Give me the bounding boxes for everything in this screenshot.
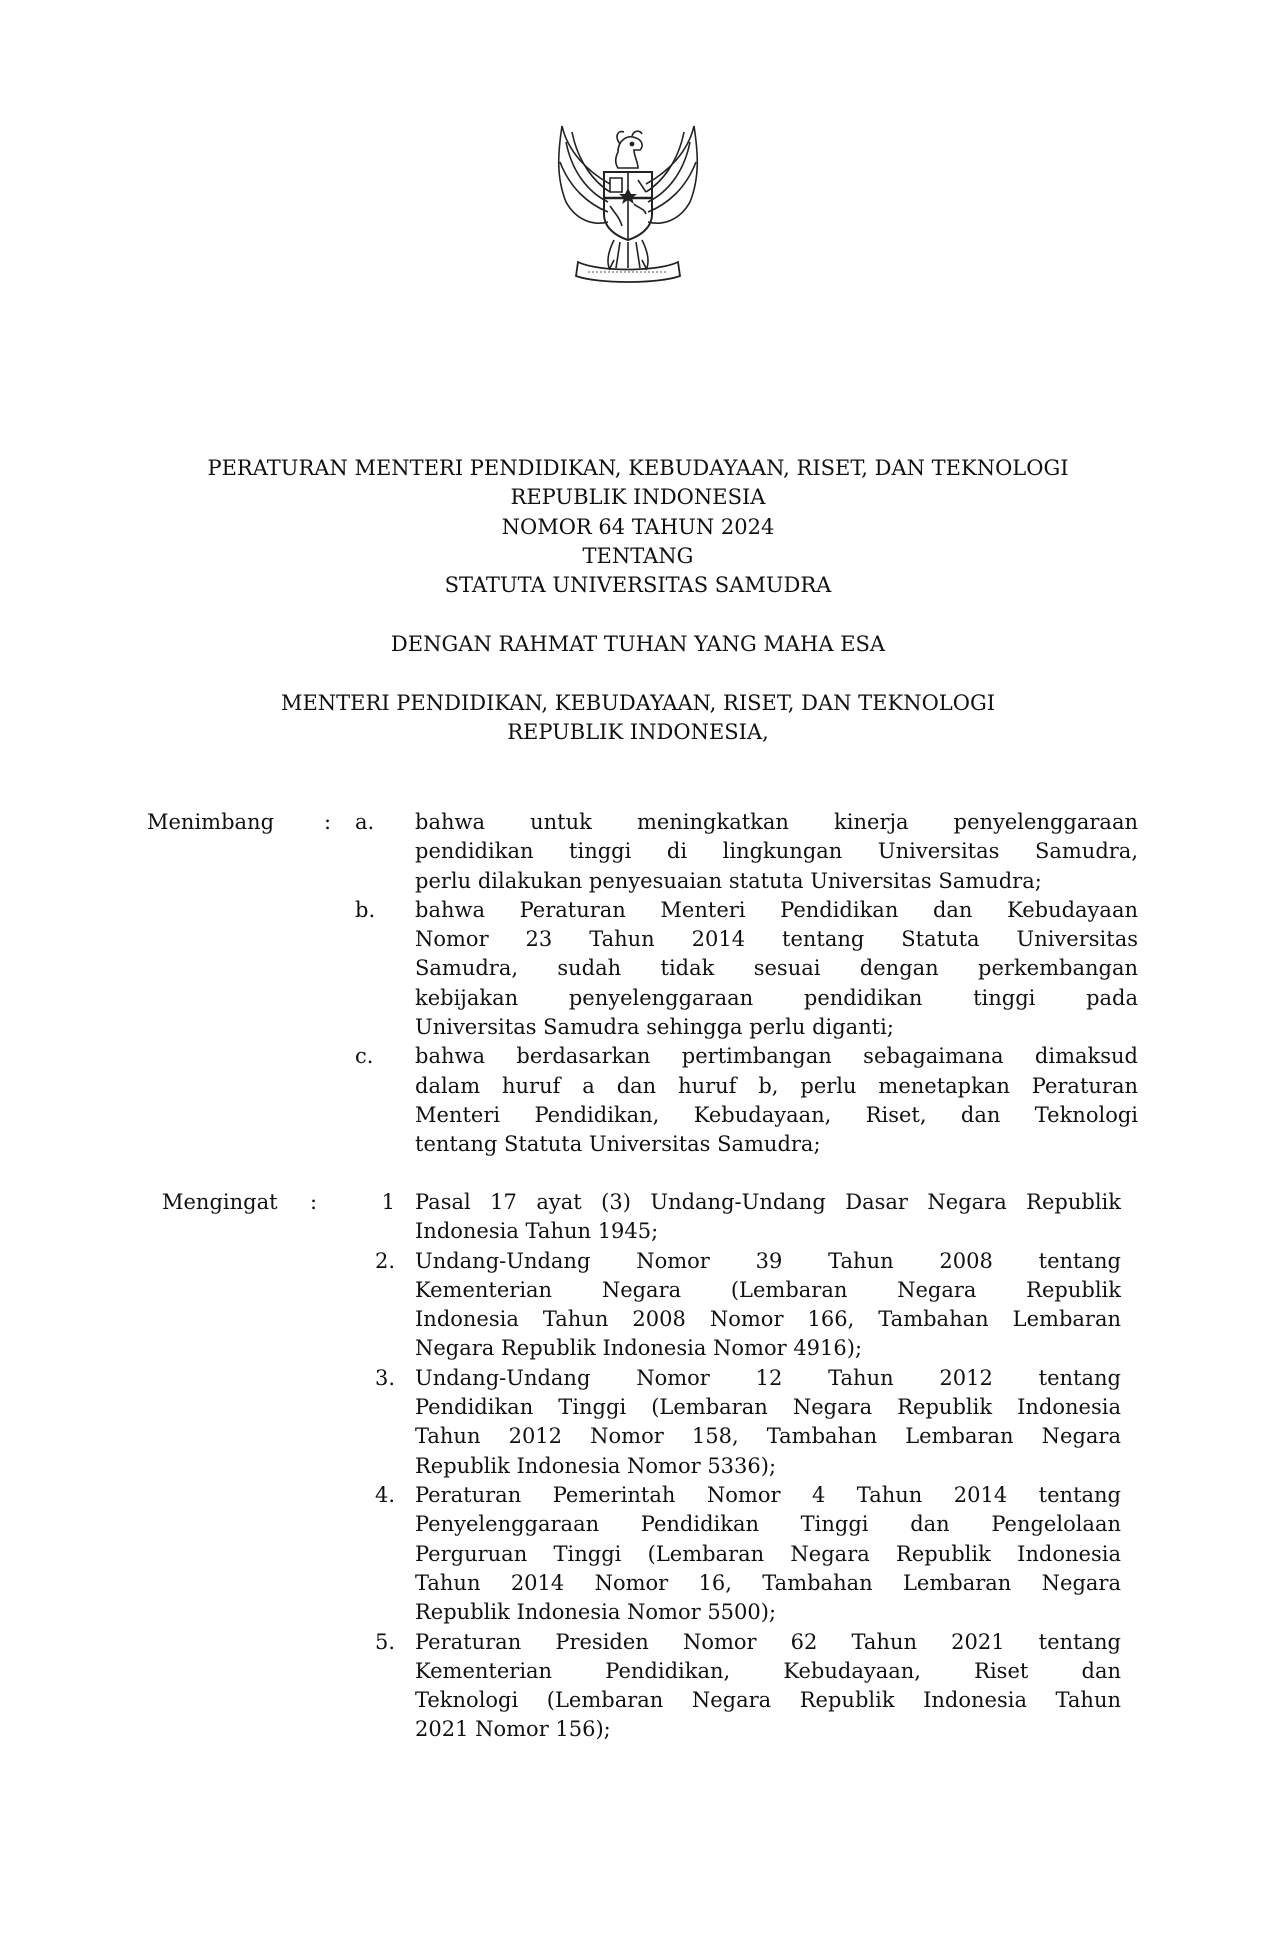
text-line: pendidikan tinggi di lingkungan Universitas Samudra, <box>415 839 1138 864</box>
text-line: Teknologi (Lembaran Negara Republik Indonesia Tahun <box>415 1688 1121 1713</box>
title-line: REPUBLIK INDONESIA <box>510 485 766 510</box>
text-line: tentang Statuta Universitas Samudra; <box>415 1132 821 1157</box>
menimbang-item-marker: b. <box>355 897 376 922</box>
invocation <box>0 630 1276 659</box>
text-line: Undang-Undang Nomor 12 Tahun 2012 tentang <box>415 1365 1121 1390</box>
text-line: Indonesia Tahun 1945; <box>415 1219 659 1244</box>
text-line: Republik Indonesia Nomor 5336); <box>415 1453 777 1478</box>
title-line: PERATURAN MENTERI PENDIDIKAN, KEBUDAYAAN, RISET, DAN TEKNOLOGI <box>207 456 1069 480</box>
mengingat-colon: : <box>310 1190 318 1214</box>
text-line: Indonesia Tahun 2008 Nomor 166, Tambahan Lembaran <box>415 1307 1121 1332</box>
issuer <box>0 689 1276 748</box>
mengingat-item-marker: 4. <box>374 1483 395 1507</box>
title-line: STATUTA UNIVERSITAS SAMUDRA <box>444 573 832 598</box>
text-line: Pendidikan Tinggi (Lembaran Negara Republik Indonesia <box>415 1395 1121 1420</box>
mengingat-item-marker: 5. <box>374 1629 395 1654</box>
text-line: Peraturan Pemerintah Nomor 4 Tahun 2014 tentang <box>415 1483 1121 1507</box>
text-line: Peraturan Presiden Nomor 62 Tahun 2021 tentang <box>415 1629 1121 1654</box>
menimbang-label: Menimbang <box>147 810 275 834</box>
mengingat-item-text <box>415 1628 1121 1745</box>
menimbang-item-text <box>415 808 1138 896</box>
mengingat-item-marker: 2. <box>374 1248 395 1273</box>
mengingat-label: Mengingat <box>162 1190 278 1214</box>
text-line: kebijakan penyelenggaraan pendidikan tinggi pada <box>415 985 1138 1010</box>
menimbang-colon: : <box>324 810 332 834</box>
text-line: Tahun 2014 Nomor 16, Tambahan Lembaran Negara <box>415 1570 1121 1595</box>
text-line: Tahun 2012 Nomor 158, Tambahan Lembaran Negara <box>415 1424 1121 1449</box>
mengingat-item-text <box>415 1481 1121 1627</box>
menimbang-item-marker: c. <box>355 1044 374 1069</box>
text-line: dalam huruf a dan huruf b, perlu menetapkan Peraturan <box>415 1073 1138 1098</box>
text-line: Kementerian Pendidikan, Kebudayaan, Riset dan <box>415 1658 1121 1683</box>
mengingat-item-text <box>415 1188 1121 1247</box>
text-line: Pasal 17 ayat (3) Undang-Undang Dasar Negara Republik <box>415 1190 1121 1214</box>
text-line: Penyelenggaraan Pendidikan Tinggi dan Pengelolaan <box>415 1512 1121 1537</box>
text-line: Samudra, sudah tidak sesuai dengan perkembangan <box>415 956 1138 981</box>
text-line: Nomor 23 Tahun 2014 tentang Statuta Universitas <box>415 927 1138 952</box>
menimbang-item-text <box>415 896 1138 1042</box>
menimbang-item-marker: a. <box>355 810 375 834</box>
mengingat-item-marker: 3. <box>374 1365 395 1390</box>
invocation-text: DENGAN RAHMAT TUHAN YANG MAHA ESA <box>390 632 886 656</box>
garuda-emblem <box>548 122 708 288</box>
text-line: bahwa untuk meningkatkan kinerja penyelenggaraan <box>415 810 1138 834</box>
text-line: 2021 Nomor 156); <box>415 1717 611 1742</box>
issuer-line: MENTERI PENDIDIKAN, KEBUDAYAAN, RISET, DAN TEKNOLOGI <box>280 691 996 715</box>
text-line: Perguruan Tinggi (Lembaran Negara Republik Indonesia <box>415 1541 1121 1566</box>
text-line: bahwa Peraturan Menteri Pendidikan dan Kebudayaan <box>415 897 1138 922</box>
text-line: Undang-Undang Nomor 39 Tahun 2008 tentang <box>415 1248 1121 1273</box>
text-line: bahwa berdasarkan pertimbangan sebagaimana dimaksud <box>415 1044 1138 1069</box>
issuer-line: REPUBLIK INDONESIA, <box>507 720 769 745</box>
text-line: Kementerian Negara (Lembaran Negara Republik <box>415 1277 1121 1302</box>
text-line: Republik Indonesia Nomor 5500); <box>415 1600 777 1625</box>
regulation-title <box>0 454 1276 600</box>
text-line: Menteri Pendidikan, Kebudayaan, Riset, dan Teknologi <box>415 1102 1138 1127</box>
mengingat-item-text <box>415 1364 1121 1481</box>
text-line: Negara Republik Indonesia Nomor 4916); <box>415 1336 863 1361</box>
menimbang-item-text <box>415 1042 1138 1159</box>
text-line: Universitas Samudra sehingga perlu diganti; <box>415 1015 894 1040</box>
title-line: TENTANG <box>582 543 694 568</box>
mengingat-item-marker: 1 <box>381 1190 395 1214</box>
title-line: NOMOR 64 TAHUN 2024 <box>501 514 775 539</box>
text-line: perlu dilakukan penyesuaian statuta Universitas Samudra; <box>415 868 1042 893</box>
mengingat-item-text <box>415 1247 1121 1364</box>
